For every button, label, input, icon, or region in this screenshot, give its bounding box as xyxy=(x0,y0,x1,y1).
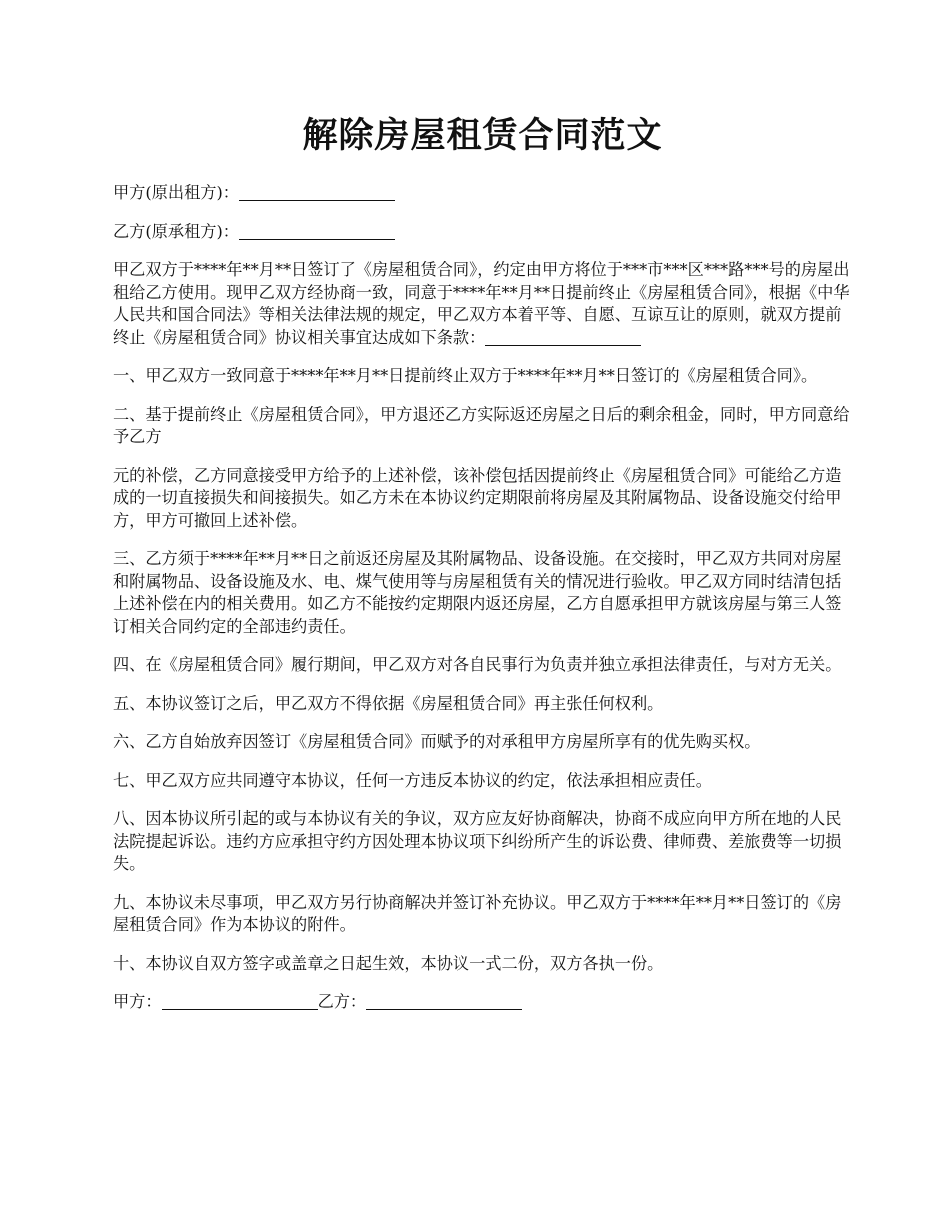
party-a-label: 甲方(原出租方)： xyxy=(113,183,239,202)
intro-blank xyxy=(485,329,641,346)
party-a-blank xyxy=(239,184,395,201)
clause-10: 十、本协议自双方签字或盖章之日起生效，本协议一式二份，双方各执一份。 xyxy=(113,953,664,973)
clause-6: 六、乙方自始放弃因签订《房屋租赁合同》而赋予的对承租甲方房屋所享有的优先购买权。 xyxy=(113,732,761,751)
clause-2b: 元的补偿，乙方同意接受甲方给予的上述补偿，该补偿包括因提前终止《房屋租赁合同》可能给乙方造成的一切直接损失和间接损失。如乙方未在本协议约定期限前将房屋及其附属物品、设备设施交付给甲方，甲方可撤回上述补偿。 xyxy=(113,465,842,530)
clause-3: 三、乙方须于****年**月**日之前返还房屋及其附属物品、设备设施。在交接时，甲乙双方共同对房屋和附属物品、设备设施及水、电、煤气使用等与房屋租赁有关的情况进行验收。甲乙双方同时结清包括上述补偿在内的相关费用。如乙方不能按约定期限内返还房屋，乙方自愿承担甲方就该房屋与第三人签订相关合同约定的全部违约责任。 xyxy=(113,549,842,636)
party-b-line xyxy=(113,221,852,244)
clause-1: 一、甲乙双方一致同意于****年**月**日提前终止双方于****年**月**日签订的《房屋租赁合同》。 xyxy=(113,366,818,385)
clause-8: 八、因本协议所引起的或与本协议有关的争议，双方应友好协商解决，协商不成应向甲方所在地的人民法院提起诉讼。违约方应承担守约方因处理本协议项下纠纷所产生的诉讼费、律师费、差旅费等一切损失。 xyxy=(113,809,842,873)
clause-2a: 二、基于提前终止《房屋租赁合同》，甲方退还乙方实际返还房屋之日后的剩余租金，同时，甲方同意给予乙方 xyxy=(113,404,850,446)
signature-line xyxy=(113,991,852,1014)
sign-a-label: 甲方： xyxy=(113,992,162,1011)
clause-5: 五、本协议签订之后，甲乙双方不得依据《房屋租赁合同》再主张任何权利。 xyxy=(113,693,664,713)
clause-9: 九、本协议未尽事项，甲乙双方另行协商解决并签订补充协议。甲乙双方于****年**月**日签订的《房屋租赁合同》作为本协议的附件。 xyxy=(113,892,842,934)
party-b-label: 乙方(原承租方)： xyxy=(113,221,239,241)
sign-a-blank xyxy=(162,993,318,1010)
clause-4: 四、在《房屋租赁合同》履行期间，甲乙双方对各自民事行为负责并独立承担法律责任，与对方无关。 xyxy=(113,655,842,674)
intro-text: 甲乙双方于****年**月**日签订了《房屋租赁合同》，约定由甲方将位于***市***区***路***号的房屋出租给乙方使用。现甲乙双方经协商一致，同意于****年**月**日提前终止《房屋租赁合同》，根据《中华人民共和国合同法》等相关法律法规的规定，甲乙双方本着平等、自愿、互谅互让的原则，就双方提前终止《房屋租赁合同》协议相关事宜达成如下条款： xyxy=(113,260,850,347)
clause-7: 七、甲乙双方应共同遵守本协议，任何一方违反本协议的约定，依法承担相应责任。 xyxy=(113,770,712,790)
sign-b-label: 乙方： xyxy=(317,992,367,1011)
party-b-blank xyxy=(239,223,395,240)
sign-b-blank xyxy=(366,993,522,1010)
document-title: 解除房屋租赁合同范文 xyxy=(302,115,663,156)
intro-paragraph xyxy=(113,259,852,349)
party-a-line xyxy=(113,182,852,205)
